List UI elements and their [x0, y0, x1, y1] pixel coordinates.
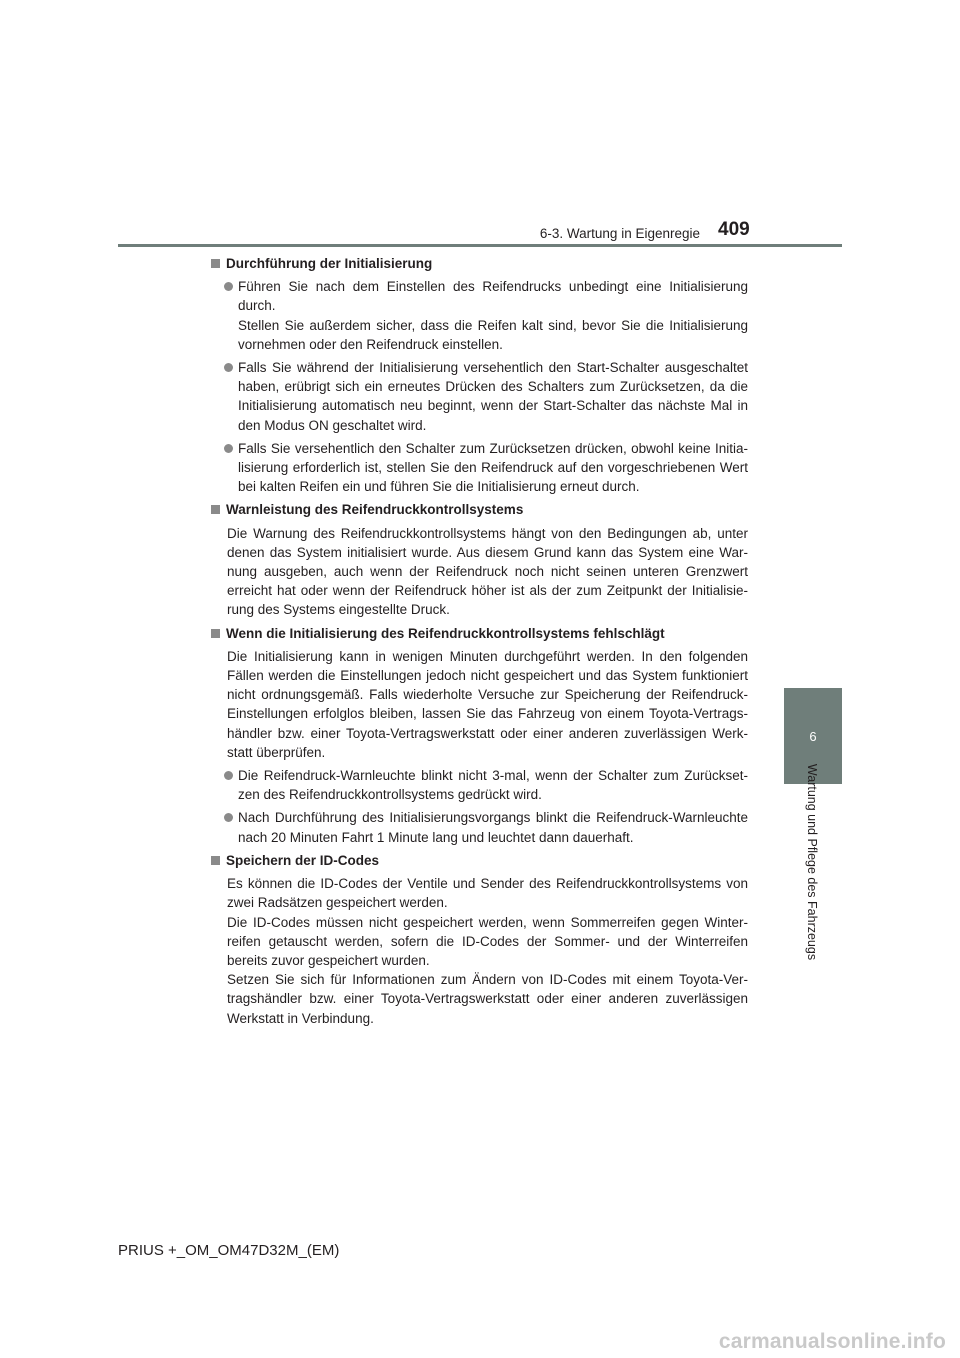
- page-body: [210, 254, 748, 1032]
- section-heading-text: Durchführung der Initialisierung: [226, 256, 433, 271]
- paragraph-line: Setzen Sie sich für Informationen zum Ändern von ID-Codes mit einem Toyota-Ver-tragshändler bzw. einer Toyota-Vertragswerkstatt oder einer anderen zuverlässigen Werkstatt in Verbindung.: [227, 972, 748, 1026]
- square-bullet-icon: [211, 259, 220, 268]
- paragraph: Die Warnung des Reifendruckkontrollsystems hängt von den Bedingungen ab, unter denen das System initialisiert wurde. Aus diesem Grund kann das System eine War-nung ausgeben, auch wenn der Reifendruck noch nicht seinen unteren Grenzwert erreicht hat oder wenn der Reifendruck höher ist als der zum Zeitpunkt der Initialisie-rung des Systems eingestellte Druck.: [227, 525, 748, 618]
- bullet-item: [210, 358, 748, 435]
- paragraph-line: Es können die ID-Codes der Ventile und Sender des Reifendruckkontrollsystems von zwei Radsätzen gespeichert werden.: [227, 876, 748, 911]
- bullet-text: Führen Sie nach dem Einstellen des Reifendrucks unbedingt eine Initialisierung durch.: [238, 279, 748, 314]
- paragraph: Die Initialisierung kann in wenigen Minuten durchgeführt werden. In den folgenden Fällen werden die Einstellungen jedoch nicht gespeichert und das System funktioniert nicht ordnungsgemäß. Falls wiederholte Versuche zur Speicherung der Reifendruck-Einstellungen erfolglos bleiben, lassen Sie das Fahrzeug von einem Toyota-Vertrags-händler bzw. einer Toyota-Vertragswerkstatt oder einer anderen zuverlässigen Werk-statt überprüfen.: [227, 648, 748, 760]
- header-rule: [118, 244, 842, 247]
- square-bullet-icon: [211, 856, 220, 865]
- round-bullet-icon: [224, 282, 233, 291]
- bullet-item: [210, 439, 748, 497]
- bullet-text: Stellen Sie außerdem sicher, dass die Reifen kalt sind, bevor Sie die Initialisierung vornehmen oder den Reifendruck einstellen.: [238, 317, 748, 352]
- page-number: 409: [718, 219, 750, 240]
- paragraph: [210, 874, 748, 1028]
- section-heading: [210, 500, 748, 519]
- bullet-item: [210, 277, 748, 354]
- bullet-text: Die Reifendruck-Warnleuchte blinkt nicht 3-mal, wenn der Schalter zum Zurückset-zen des Reifendruckkontrollsystems gedrückt wird.: [238, 768, 748, 803]
- square-bullet-icon: [211, 505, 220, 514]
- section-heading-text: Speichern der ID-Codes: [226, 852, 380, 868]
- bullet-text: Falls Sie versehentlich den Schalter zum Zurücksetzen drücken, obwohl keine Initia-lisierung erforderlich ist, stellen Sie den Reifendruck auf den vorgeschriebenen Wert bei kalten Reifen ein und führen Sie die Initialisierung erneut durch.: [238, 440, 748, 495]
- section-heading-text: Wenn die Initialisierung des Reifendruckkontrollsystems fehlschlägt: [226, 625, 665, 641]
- round-bullet-icon: [224, 444, 233, 453]
- section-heading: [210, 254, 748, 273]
- running-header-section: 6-3. Wartung in Eigenregie: [539, 226, 700, 241]
- bullet-text: Nach Durchführung des Initialisierungsvorgangs blinkt die Reifendruck-Warnleuchte nach 20 Minuten Fahrt 1 Minute lang und leuchtet dann dauerhaft.: [238, 810, 748, 845]
- round-bullet-icon: [224, 363, 233, 372]
- paragraph-line: Die ID-Codes müssen nicht gespeichert werden, wenn Sommerreifen gegen Winter-reifen getauscht werden, sofern die ID-Codes der Sommer- und der Winterreifen bereits zuvor gespeichert wurden.: [227, 914, 748, 968]
- round-bullet-icon: [224, 771, 233, 780]
- section-heading-text: Warnleistung des Reifendruckkontrollsystems: [226, 502, 524, 518]
- bullet-item: [210, 808, 748, 846]
- section-heading: [210, 624, 748, 643]
- bullet-text: Falls Sie während der Initialisierung versehentlich den Start-Schalter ausgeschaltet haben, erübrigt sich ein erneutes Drücken des Schalters zum Zurücksetzen, da die Initialisierung automatisch neu beginnt, wenn der Start-Schalter das nächste Mal in den Modus ON geschaltet wird.: [238, 360, 748, 433]
- square-bullet-icon: [211, 629, 220, 638]
- chapter-side-title: Wartung und Pflege des Fahrzeugs: [805, 763, 819, 961]
- section-heading: [210, 851, 748, 870]
- document-code: PRIUS +_OM_OM47D32M_(EM): [118, 1242, 340, 1259]
- watermark: carmanualsonline.info: [718, 1330, 946, 1353]
- bullet-item: [210, 766, 748, 804]
- chapter-number: 6: [809, 728, 817, 744]
- round-bullet-icon: [224, 813, 233, 822]
